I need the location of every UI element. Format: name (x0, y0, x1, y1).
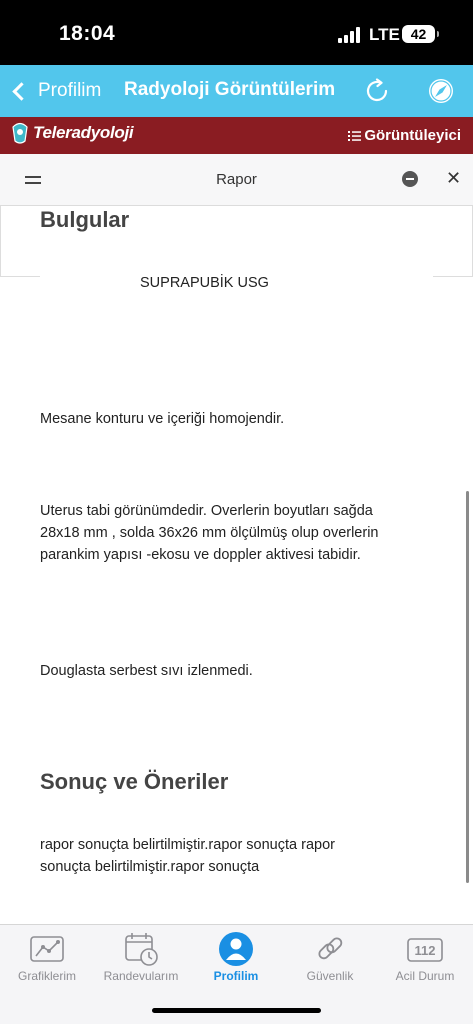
tab-randevularim[interactable] (94, 931, 188, 983)
tab-acil-durum[interactable] (378, 931, 472, 983)
conclusion-text: rapor sonuçta belirtilmiştir.rapor sonuçta rapor sonuçta belirtilmiştir.rapor sonuçta (40, 837, 335, 875)
tab-grafiklerim[interactable] (0, 931, 94, 983)
close-icon[interactable]: ✕ (446, 168, 462, 188)
home-indicator (152, 1008, 321, 1013)
brand-bar (0, 117, 473, 154)
compass-icon[interactable] (425, 75, 457, 107)
tab-label: Randevularım (103, 969, 179, 983)
logo-icon (9, 121, 31, 145)
emergency-112-icon (405, 931, 445, 967)
report-title: Rapor (216, 171, 257, 188)
calendar-icon (121, 931, 161, 967)
viewer-label: Görüntüleyici (364, 127, 461, 144)
network-type: LTE (369, 25, 400, 44)
tab-guvenlik[interactable] (283, 931, 377, 983)
finding-paragraph: Uterus tabi görünümdedir. Overlerin boyutları sağda 28x18 mm , solda 36x26 mm ölçülmüş olup overlerin parankim yapısı -ekosu ve doppler aktivesi tabidir. (40, 503, 379, 563)
report-header (0, 154, 473, 206)
scrollbar[interactable] (466, 491, 469, 883)
conclusion-heading: Sonuç ve Öneriler (40, 769, 229, 794)
battery-icon: 42 (402, 25, 435, 43)
page-title: Radyoloji Görüntülerim (124, 79, 336, 100)
exam-title: SUPRAPUBİK USG (140, 275, 269, 291)
back-button[interactable] (10, 78, 101, 104)
findings-heading: Bulgular (40, 207, 130, 232)
link-icon (310, 931, 350, 967)
viewer-button[interactable] (348, 127, 461, 144)
signal-icon (338, 27, 362, 43)
list-icon (348, 130, 361, 142)
chevron-left-icon (12, 82, 30, 100)
tab-label: Güvenlik (306, 969, 354, 983)
chart-icon (27, 931, 67, 967)
brand-name: Teleradyoloji (33, 123, 134, 142)
status-bar (0, 0, 473, 65)
status-time: 18:04 (59, 22, 116, 45)
refresh-icon[interactable] (362, 76, 392, 106)
tab-profilim[interactable] (189, 931, 283, 983)
tab-label: Acil Durum (395, 969, 455, 983)
minimize-icon[interactable] (402, 171, 418, 187)
report-panel[interactable] (0, 206, 473, 924)
back-label: Profilim (38, 80, 102, 101)
finding-paragraph: Mesane konturu ve içeriği homojendir. (40, 411, 285, 427)
nav-bar (0, 65, 473, 117)
tab-label: Profilim (213, 969, 259, 983)
brand-logo (9, 121, 133, 145)
profile-icon (216, 931, 256, 967)
svg-text:112: 112 (414, 943, 436, 958)
finding-paragraph: Douglasta serbest sıvı izlenmedi. (40, 663, 253, 679)
tab-label: Grafiklerim (17, 969, 76, 983)
